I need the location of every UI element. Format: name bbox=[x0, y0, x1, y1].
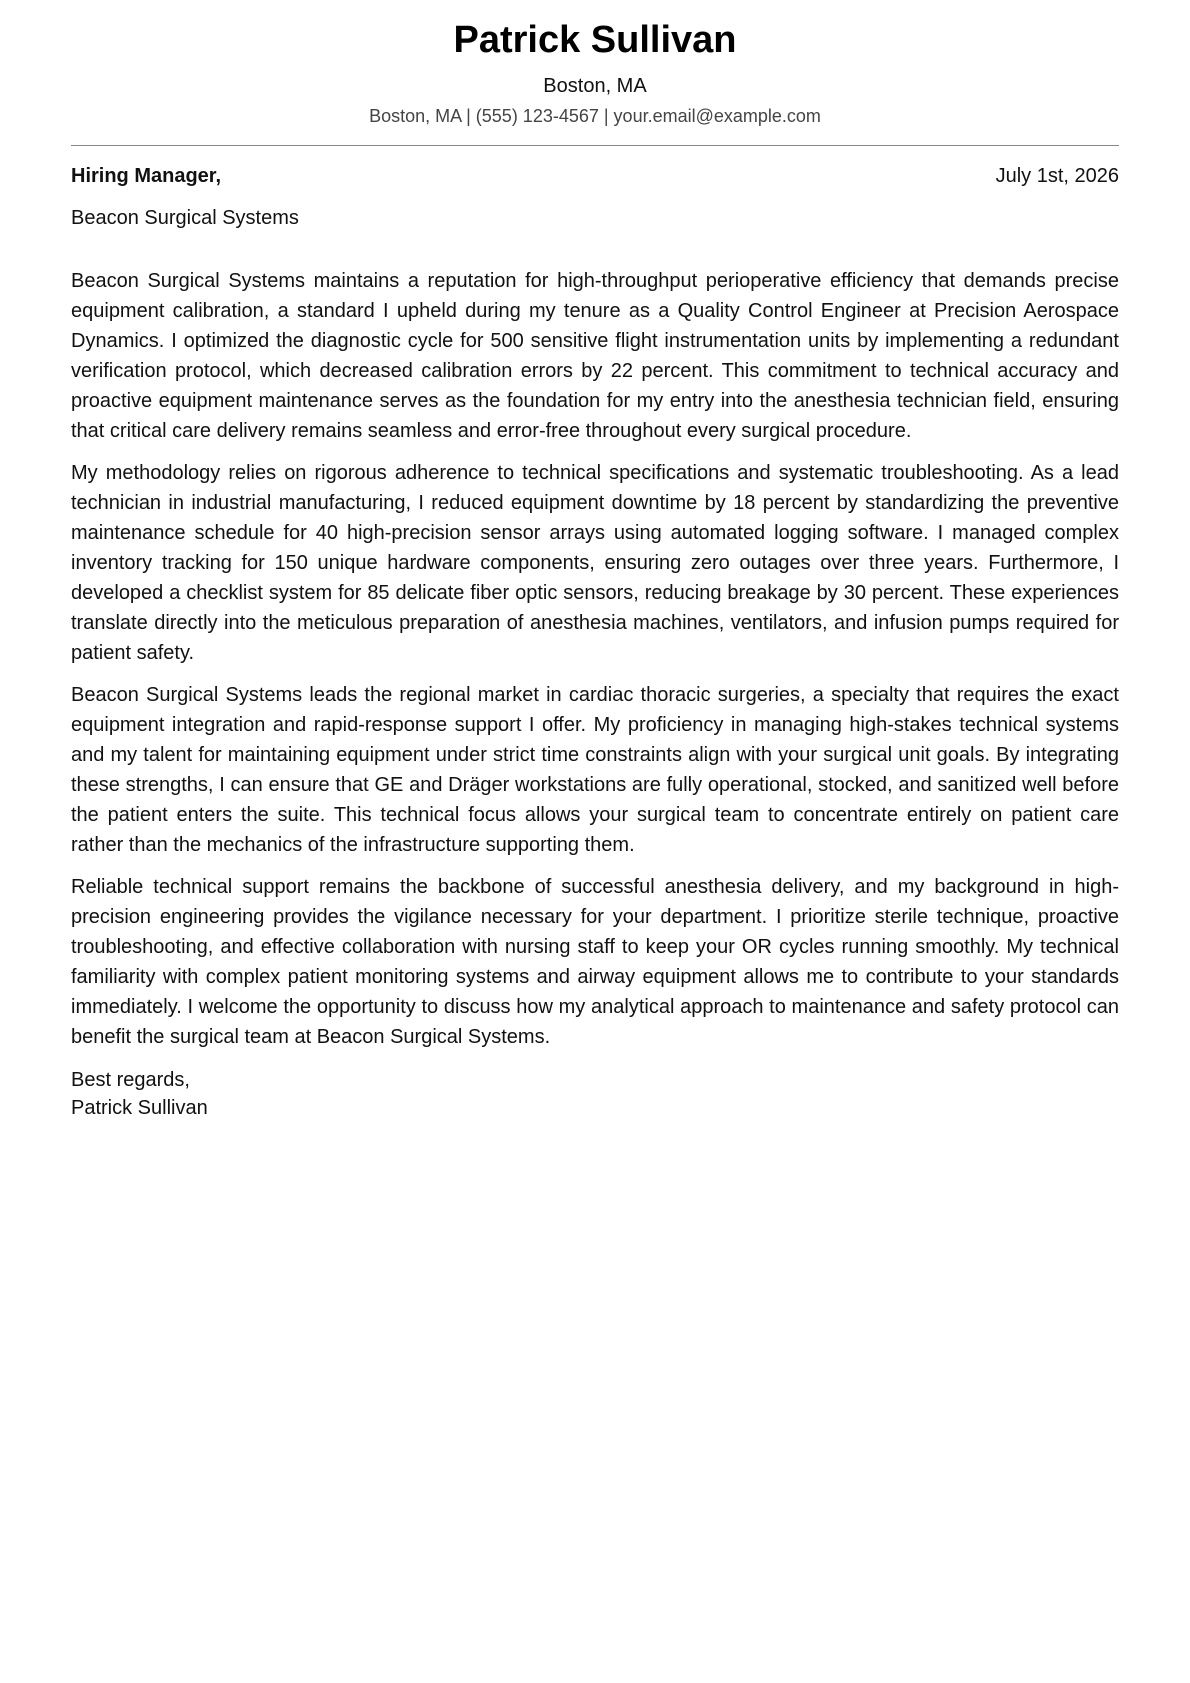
sender-contact-line: Boston, MA | (555) 123-4567 | your.email@example.com bbox=[369, 106, 821, 126]
body-paragraph-1: Beacon Surgical Systems maintains a reputation for high-throughput perioperative efficiency that demands precise equipment calibration, a standard I upheld during my tenure as a Quality Control Engineer at Precision Aerospace Dynamics. I optimized the diagnostic cycle for 500 sensitive flight instrumentation units by implementing a redundant verification protocol, which decreased calibration errors by 22 percent. This commitment to technical accuracy and proactive equipment maintenance serves as the foundation for my entry into the anesthesia technician field, ensuring that critical care delivery remains seamless and error-free throughout every surgical procedure. bbox=[71, 270, 1119, 442]
letter-body bbox=[71, 266, 1119, 1052]
closing-phrase: Best regards, bbox=[71, 1069, 190, 1091]
recipient-company: Beacon Surgical Systems bbox=[71, 207, 299, 229]
sender-name: Patrick Sullivan bbox=[453, 19, 737, 61]
signature-name: Patrick Sullivan bbox=[71, 1097, 208, 1119]
body-paragraph-3: Beacon Surgical Systems leads the regional market in cardiac thoracic surgeries, a specialty that requires the exact equipment integration and rapid-response support I offer. My proficiency in managing high-stakes technical systems and my talent for maintaining equipment under strict time constraints align with your surgical unit goals. By integrating these strengths, I can ensure that GE and Dräger workstations are fully operational, stocked, and sanitized well before the patient enters the suite. This technical focus allows your surgical team to concentrate entirely on patient care rather than the mechanics of the infrastructure supporting them. bbox=[71, 684, 1119, 856]
letter-header bbox=[71, 0, 1119, 129]
letter-date: July 1st, 2026 bbox=[995, 165, 1119, 187]
recipient-date-row bbox=[71, 162, 1119, 190]
body-paragraph-4: Reliable technical support remains the backbone of successful anesthesia delivery, and my background in high-precision engineering provides the vigilance necessary for your department. I prioritize sterile technique, proactive troubleshooting, and effective collaboration with nursing staff to keep your OR cycles running smoothly. My technical familiarity with complex patient monitoring systems and airway equipment allows me to contribute to your standards immediately. I welcome the opportunity to discuss how my analytical approach to maintenance and safety protocol can benefit the surgical team at Beacon Surgical Systems. bbox=[71, 876, 1119, 1048]
body-paragraph-2: My methodology relies on rigorous adherence to technical specifications and systematic troubleshooting. As a lead technician in industrial manufacturing, I reduced equipment downtime by 18 percent by standardizing the preventive maintenance schedule for 40 high-precision sensor arrays using automated logging software. I managed complex inventory tracking for 150 unique hardware components, ensuring zero outages over three years. Furthermore, I developed a checklist system for 85 delicate fiber optic sensors, reducing breakage by 30 percent. These experiences translate directly into the meticulous preparation of anesthesia machines, ventilators, and infusion pumps required for patient safety. bbox=[71, 462, 1119, 664]
header-divider bbox=[71, 145, 1119, 146]
sender-location: Boston, MA bbox=[543, 75, 647, 97]
recipient-salutation: Hiring Manager, bbox=[71, 165, 222, 187]
letter-closing bbox=[71, 1066, 1119, 1122]
